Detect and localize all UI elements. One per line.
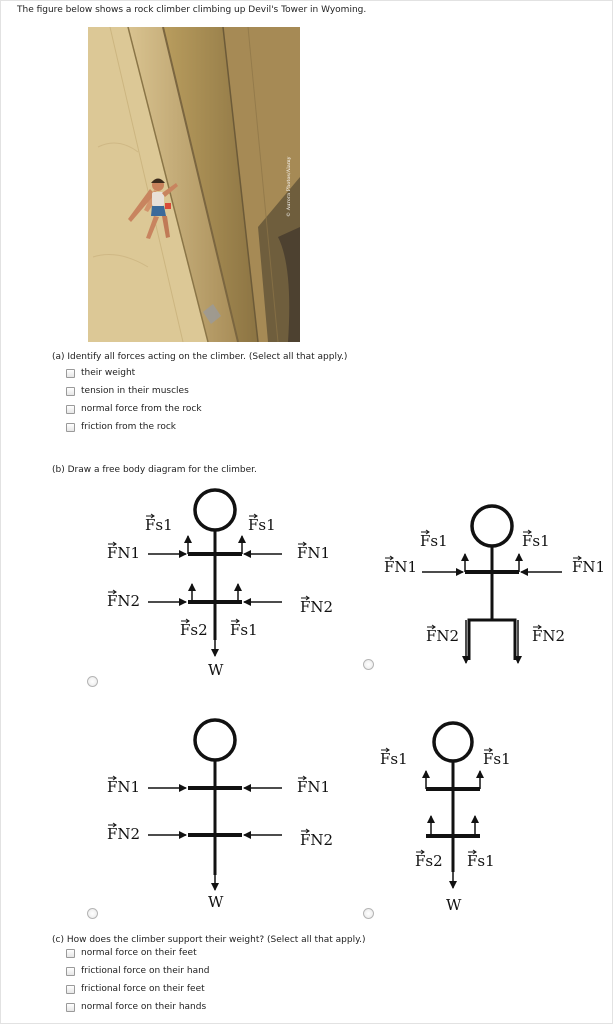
part-a-question: (a) Identify all forces acting on the climber. (Select all that apply.) xyxy=(52,352,348,362)
fn1-label-right: FN1 xyxy=(572,558,606,576)
fn2-label-right: FN2 xyxy=(300,598,334,616)
fbd-option-2-radio[interactable] xyxy=(363,659,374,670)
part-c-option-3[interactable]: frictional force on their feet xyxy=(66,984,205,994)
part-c-option-4[interactable]: normal force on their hands xyxy=(66,1002,206,1012)
checkbox[interactable] xyxy=(66,369,75,378)
checkbox[interactable] xyxy=(66,949,75,958)
checkbox[interactable] xyxy=(66,387,75,396)
fs1-label-left: Fs1 xyxy=(420,532,448,550)
part-c-option-2[interactable]: frictional force on their hand xyxy=(66,966,210,976)
fn2-label-left: FN2 xyxy=(426,627,460,645)
fn2-label-right: FN2 xyxy=(532,627,566,645)
part-a-option-3[interactable]: normal force from the rock xyxy=(66,404,202,414)
fn1-label-left: FN1 xyxy=(384,558,418,576)
part-c-question: (c) How does the climber support their weight? (Select all that apply.) xyxy=(52,935,366,945)
fn1-label-right: FN1 xyxy=(297,778,331,796)
fn1-label-right: FN1 xyxy=(297,544,331,562)
fbd-option-2 xyxy=(382,490,612,660)
fs2-label: Fs2 xyxy=(180,621,208,639)
part-a-option-1[interactable]: their weight xyxy=(66,368,135,378)
checkbox[interactable] xyxy=(66,985,75,994)
fn2-label-left: FN2 xyxy=(107,825,141,843)
w-label: W xyxy=(208,893,224,911)
fbd-option-4-radio[interactable] xyxy=(363,908,374,919)
part-a-option-2[interactable]: tension in their muscles xyxy=(66,386,189,396)
fn2-label-right: FN2 xyxy=(300,831,334,849)
fs1-label-right: Fs1 xyxy=(483,750,511,768)
w-label: W xyxy=(208,661,224,679)
checkbox[interactable] xyxy=(66,967,75,976)
fbd-option-3-radio[interactable] xyxy=(87,908,98,919)
fs1-label-right: Fs1 xyxy=(522,532,550,550)
checkbox[interactable] xyxy=(66,1003,75,1012)
part-b-question: (b) Draw a free body diagram for the climber. xyxy=(52,465,257,475)
fs1-label-left: Fs1 xyxy=(145,516,173,534)
fn1-label-left: FN1 xyxy=(107,544,141,562)
fs1-label-bottom: Fs1 xyxy=(467,852,495,870)
fbd-option-4 xyxy=(375,710,535,914)
w-label: W xyxy=(446,896,462,914)
part-a-option-4[interactable]: friction from the rock xyxy=(66,422,176,432)
part-c-option-1[interactable]: normal force on their feet xyxy=(66,948,197,958)
fs2-label: Fs2 xyxy=(415,852,443,870)
fs1-label-right: Fs1 xyxy=(248,516,276,534)
fbd-option-1-radio[interactable] xyxy=(87,676,98,687)
fbd-option-3 xyxy=(100,710,350,911)
fn1-label-left: FN1 xyxy=(107,778,141,796)
checkbox[interactable] xyxy=(66,423,75,432)
fs1-label-left: Fs1 xyxy=(380,750,408,768)
checkbox[interactable] xyxy=(66,405,75,414)
intro-text: The figure below shows a rock climber climbing up Devil's Tower in Wyoming. xyxy=(17,5,367,15)
fbd-option-1 xyxy=(100,480,350,680)
fs1-label-bottom: Fs1 xyxy=(230,621,258,639)
climber-photo xyxy=(88,27,300,342)
fn2-label-left: FN2 xyxy=(107,592,141,610)
photo-credit: © Aurora Photos/Alamy xyxy=(286,156,292,217)
